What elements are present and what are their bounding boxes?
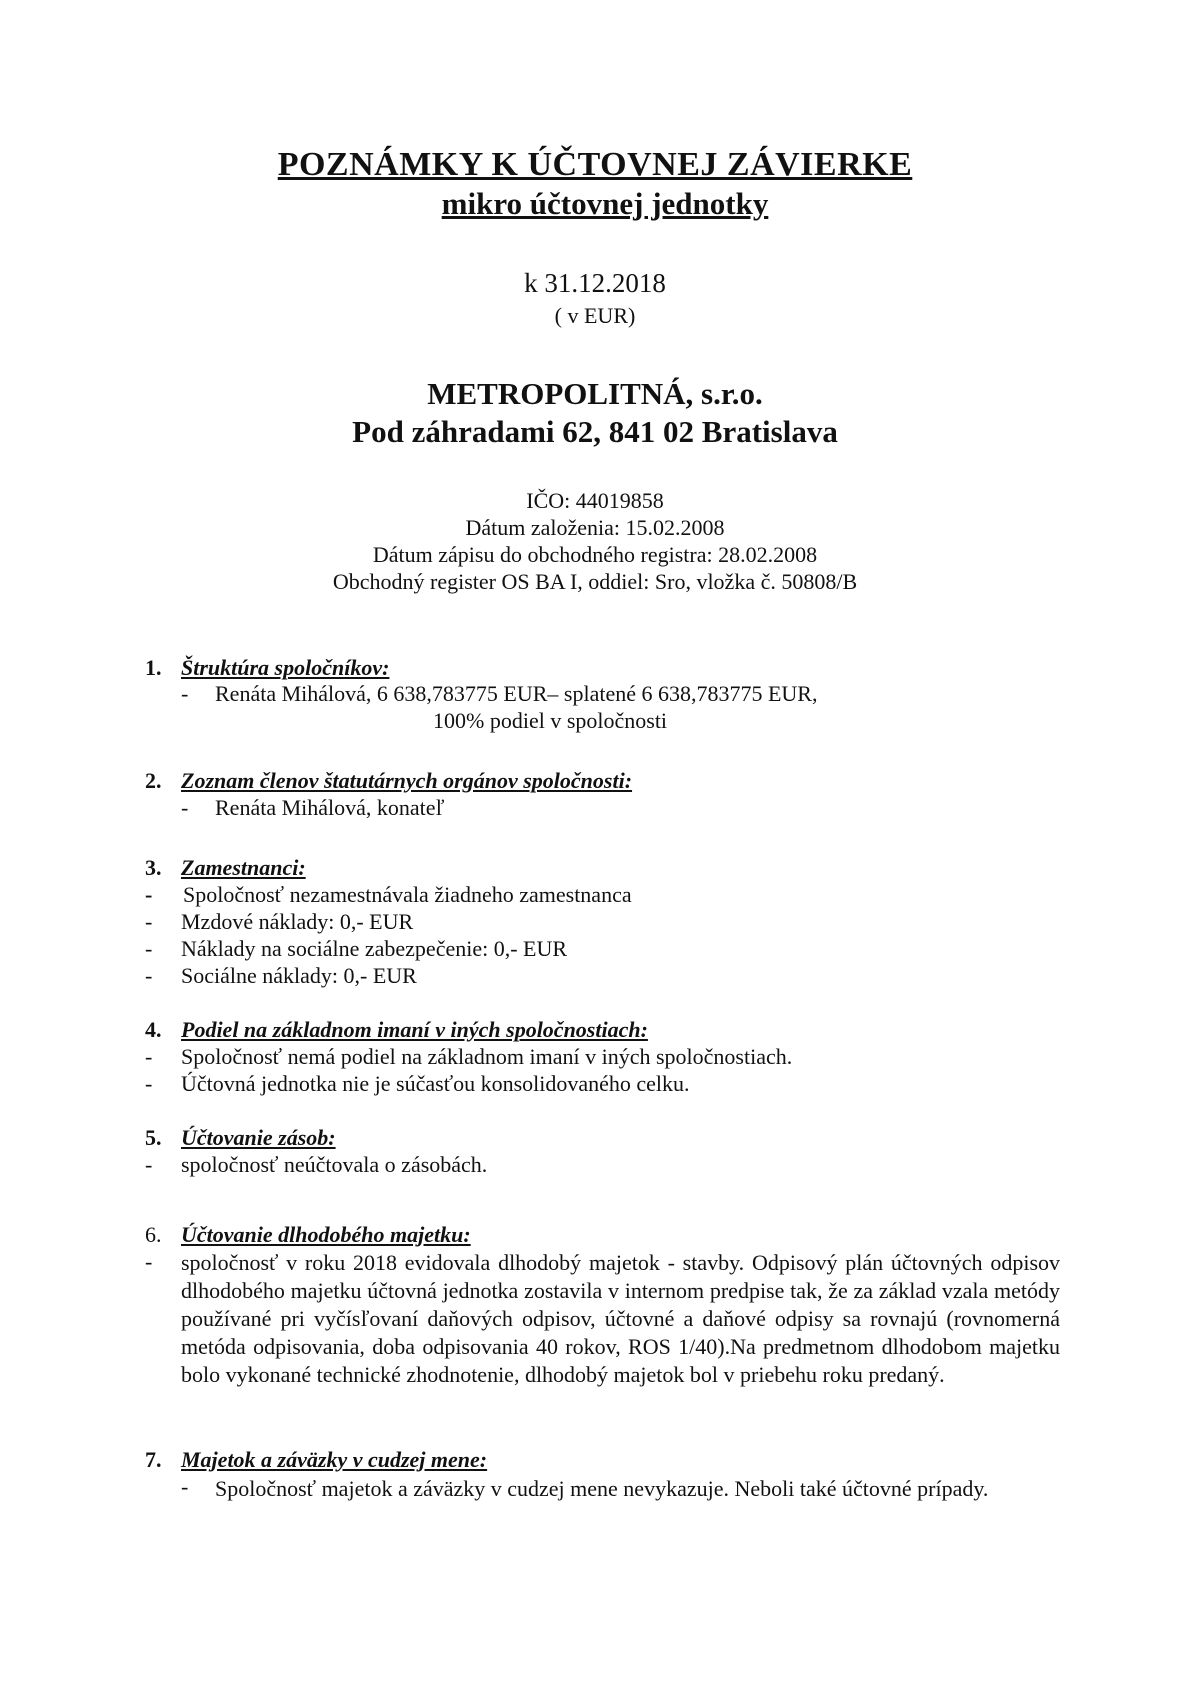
section-paragraph: spoločnosť v roku 2018 evidovala dlhodobý majetok - stavby. Odpisový plán účtovných odpisov dlhodobého majetku účtovná jednotka zostavila v internom predpise tak, že za základ vzala metódy používané pri vyčísľovaní daňových odpisov, účtovné a daňové odpisy sa rovnajú (rovnomerná metóda odpisovania, doba odpisovania 40 rokov, ROS 1/40).Na predmetnom dlhodobom majetku bolo vykonané technické zhodnotenie, dlhodobý majetok bol v priebehu roku predaný.	[181, 1250, 1060, 1387]
list-item: Renáta Mihálová, konateľ	[215, 795, 445, 820]
section-heading	[145, 768, 632, 794]
section-number: 4.	[145, 1017, 162, 1042]
section-title: Zoznam členov štatutárnych orgánov spoločnosti:	[181, 768, 633, 793]
business-register: Obchodný register OS BA I, oddiel: Sro, vložka č. 50808/B	[332, 569, 858, 594]
section-title: Majetok a záväzky v cudzej mene:	[181, 1447, 488, 1472]
list-dash: -	[181, 681, 189, 706]
section-number: 2.	[145, 768, 162, 793]
list-item: Náklady na sociálne zabezpečenie: 0,- EUR	[181, 936, 568, 961]
report-date: k 31.12.2018	[524, 268, 666, 298]
list-item: Sociálne náklady: 0,- EUR	[181, 963, 417, 988]
list-dash: -	[145, 1071, 153, 1096]
section-heading	[145, 855, 306, 881]
section-heading	[145, 1222, 471, 1248]
list-dash: -	[145, 936, 153, 961]
founding-date: Dátum založenia: 15.02.2008	[465, 515, 725, 540]
list-dash: -	[145, 882, 153, 907]
list-dash: -	[145, 963, 153, 988]
list-item: Spoločnosť nemá podiel na základnom imaní v iných spoločnostiach.	[181, 1044, 793, 1069]
list-item: spoločnosť neúčtovala o zásobách.	[181, 1152, 488, 1177]
section-heading	[145, 655, 389, 681]
list-dash: -	[145, 909, 153, 934]
registration-date: Dátum zápisu do obchodného registra: 28.02.2008	[372, 542, 818, 567]
list-item: Mzdové náklady: 0,- EUR	[181, 909, 414, 934]
list-item: Účtovná jednotka nie je súčasťou konsolidovaného celku.	[181, 1071, 690, 1096]
currency-unit: ( v EUR)	[554, 303, 636, 328]
list-item-continuation: 100% podiel v spoločnosti	[433, 708, 668, 733]
section-title: Účtovanie dlhodobého majetku:	[181, 1222, 471, 1247]
list-item: Renáta Mihálová, 6 638,783775 EUR– splatené 6 638,783775 EUR,	[215, 681, 818, 706]
document-subtitle: mikro účtovnej jednotky	[441, 186, 769, 221]
company-ico: IČO: 44019858	[526, 488, 664, 513]
list-dash: -	[145, 1044, 153, 1069]
section-title: Účtovanie zásob:	[181, 1125, 336, 1150]
document-title: POZNÁMKY K ÚČTOVNEJ ZÁVIERKE	[277, 146, 913, 183]
section-title: Štruktúra spoločníkov:	[181, 655, 390, 680]
section-heading	[145, 1447, 487, 1473]
list-dash: -	[145, 1249, 153, 1274]
section-heading	[145, 1125, 336, 1151]
section-title: Podiel na základnom imaní v iných spoločnostiach:	[181, 1017, 648, 1042]
list-dash: -	[181, 795, 189, 820]
section-number: 6.	[145, 1222, 162, 1247]
section-title: Zamestnanci:	[181, 855, 306, 880]
list-dash: -	[181, 1474, 189, 1499]
company-name: METROPOLITNÁ, s.r.o.	[427, 376, 763, 411]
list-item: Spoločnosť nezamestnávala žiadneho zamestnanca	[183, 882, 632, 907]
section-number: 1.	[145, 655, 162, 680]
section-number: 5.	[145, 1125, 162, 1150]
list-dash: -	[145, 1152, 153, 1177]
section-heading	[145, 1017, 648, 1043]
section-paragraph: Spoločnosť majetok a záväzky v cudzej mene nevykazuje. Neboli také účtovné prípady.	[215, 1476, 989, 1501]
company-address: Pod záhradami 62, 841 02 Bratislava	[352, 414, 838, 449]
section-number: 3.	[145, 855, 162, 880]
section-number: 7.	[145, 1447, 162, 1472]
